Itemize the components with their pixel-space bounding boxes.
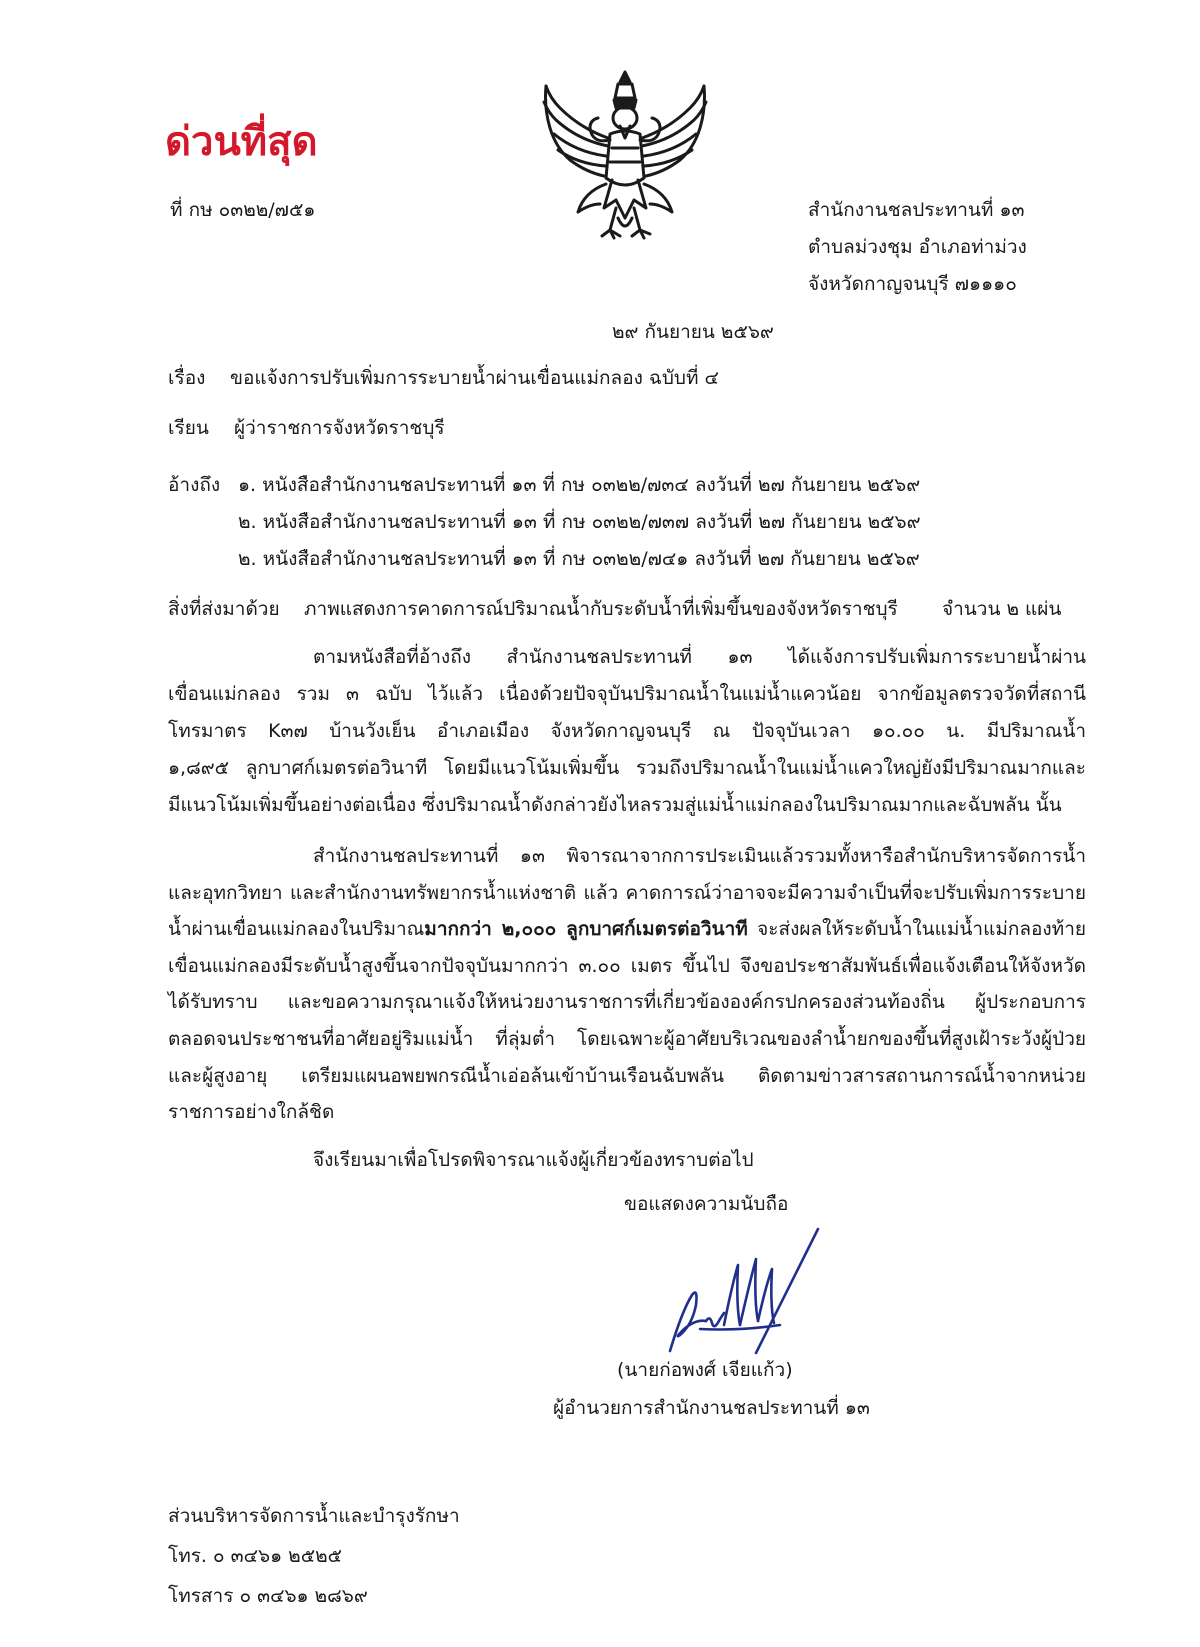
reference-item: ๒. หนังสือสำนักงานชลประทานที่ ๑๓ ที่ กษ ๐๓๒๒/๗๓๗ ลงวันที่ ๒๗ กันยายน ๒๕๖๙ <box>238 511 921 533</box>
body-paragraph-2-text: จะส่งผลให้ระดับน้ำในแม่น้ำแม่กลองท้ายเขื่อนแม่กลองมีระดับน้ำสูงขึ้นจากปัจจุบันมากกว่า ๓.๐๐ เมตร ขึ้นไป จึงขอประชาสัมพันธ์เพื่อแจ้งเตือนให้จังหวัดได้รับทราบ และขอความกรุณาแจ้งให้หน่วยงานราชการที่เกี่ยวข้ององค์กรปกครองส่วนท้องถิ่น ผู้ประกอบการ ตลอดจนประชาชนที่อาศัยอยู่ริมแม่น้ำ ที่ลุ่มต่ำ โดยเฉพาะผู้อาศัยบริเวณของลำน้ำยกของขึ้นที่สูงเฝ้าระวังผู้ป่วยและผู้สูงอายุ เตรียมแผนอพยพกรณีน้ำเอ่อล้นเข้าบ้านเรือนฉับพลัน ติดตามข่าวสารสถานการณ์น้ำจากหน่วยราชการอย่างใกล้ชิด <box>168 918 1087 1124</box>
enclosure-text: ภาพแสดงการคาดการณ์ปริมาณน้ำกับระดับน้ำที่เพิ่มขึ้นของจังหวัดราชบุรี <box>304 598 898 620</box>
reference-item: ๒. หนังสือสำนักงานชลประทานที่ ๑๓ ที่ กษ ๐๓๒๒/๗๔๑ ลงวันที่ ๒๗ กันยายน ๒๕๖๙ <box>238 548 920 570</box>
document-number: ที่ กษ ๐๓๒๒/๗๕๑ <box>170 199 316 221</box>
body-paragraph-line: โทรมาตร K๓๗ บ้านวังเย็น อำเภอเมือง จังหวัดกาญจนบุรี ณ ปัจจุบันเวลา ๑๐.๐๐ น. มีปริมาณน้ำ <box>168 720 1086 742</box>
signatory-position: ผู้อำนวยการสำนักงานชลประทานที่ ๑๓ <box>553 1397 870 1419</box>
discharge-highlight: มากกว่า ๒,๐๐๐ ลูกบาศก์เมตรต่อวินาที <box>424 918 748 941</box>
body-paragraph-line: ตามหนังสือที่อ้างถึง สำนักงานชลประทานที่ ๑๓ ได้แจ้งการปรับเพิ่มการระบายน้ำผ่าน <box>313 646 1086 668</box>
regards: ขอแสดงความนับถือ <box>624 1193 789 1215</box>
subject-text: ขอแจ้งการปรับเพิ่มการระบายน้ำผ่านเขื่อนแม่กลอง ฉบับที่ ๔ <box>230 367 719 389</box>
body-paragraph-line: ๑,๘๙๕ ลูกบาศก์เมตรต่อวินาที โดยมีแนวโน้มเพิ่มขึ้น รวมถึงปริมาณน้ำในแม่น้ำแควใหญ่ยังมีปริมาณมากและ <box>168 757 1086 779</box>
garuda-emblem-icon <box>540 68 710 243</box>
reference-item: ๑. หนังสือสำนักงานชลประทานที่ ๑๓ ที่ กษ ๐๓๒๒/๗๓๔ ลงวันที่ ๒๗ กันยายน ๒๕๖๙ <box>238 474 921 496</box>
body-paragraph-2 <box>168 838 1086 1131</box>
sender-address-line: จังหวัดกาญจนบุรี ๗๑๑๑๐ <box>808 273 1017 295</box>
footer-telephone: โทร. ๐ ๓๔๖๑ ๒๕๒๕ <box>168 1545 342 1567</box>
recipient-label: เรียน <box>168 417 209 439</box>
enclosure-count: จำนวน ๒ แผ่น <box>942 598 1062 620</box>
references-label: อ้างถึง <box>168 474 221 496</box>
letter-date: ๒๙ กันยายน ๒๕๖๙ <box>612 321 774 343</box>
signatory-name: (นายก่อพงศ์ เจียแก้ว) <box>617 1359 793 1381</box>
sender-office: สำนักงานชลประทานที่ ๑๓ <box>808 199 1025 221</box>
signature-image <box>640 1225 840 1360</box>
body-paragraph-2-text: สำนักงานชลประทานที่ ๑๓ พิจารณาจากการประเมินแล้วรวมทั้งหารือสำนักบริหารจัดการน้ำและอุทกวิทยา และสำนักงานทรัพยากรน้ำแห่งชาติ แล้ว คาดการณ์ว่าอาจจะมีความจำเป็นที่จะปรับเพิ่มการระบายน้ำผ่านเขื่อนแม่กลองในปริมาณ <box>168 845 1086 941</box>
body-paragraph-line: เขื่อนแม่กลอง รวม ๓ ฉบับ ไว้แล้ว เนื่องด้วยปัจจุบันปริมาณน้ำในแม่น้ำแควน้อย จากข้อมูลตรวจวัดที่สถานี <box>168 683 1086 705</box>
urgency-heading: ด่วนที่สุด <box>165 119 318 165</box>
closing-sentence: จึงเรียนมาเพื่อโปรดพิจารณาแจ้งผู้เกี่ยวข้องทราบต่อไป <box>313 1149 754 1171</box>
recipient-text: ผู้ว่าราชการจังหวัดราชบุรี <box>234 417 445 439</box>
body-paragraph-line: มีแนวโน้มเพิ่มขึ้นอย่างต่อเนื่อง ซึ่งปริมาณน้ำดังกล่าวยังไหลรวมสู่แม่น้ำแม่กลองในปริมาณมากและฉับพลัน นั้น <box>168 794 1062 816</box>
footer-fax: โทรสาร ๐ ๓๔๖๑ ๒๘๖๙ <box>168 1585 368 1607</box>
enclosure-label: สิ่งที่ส่งมาด้วย <box>168 598 280 620</box>
sender-address-line: ตำบลม่วงชุม อำเภอท่าม่วง <box>808 236 1027 258</box>
footer-department: ส่วนบริหารจัดการน้ำและบำรุงรักษา <box>168 1505 460 1527</box>
subject-label: เรื่อง <box>168 367 206 389</box>
